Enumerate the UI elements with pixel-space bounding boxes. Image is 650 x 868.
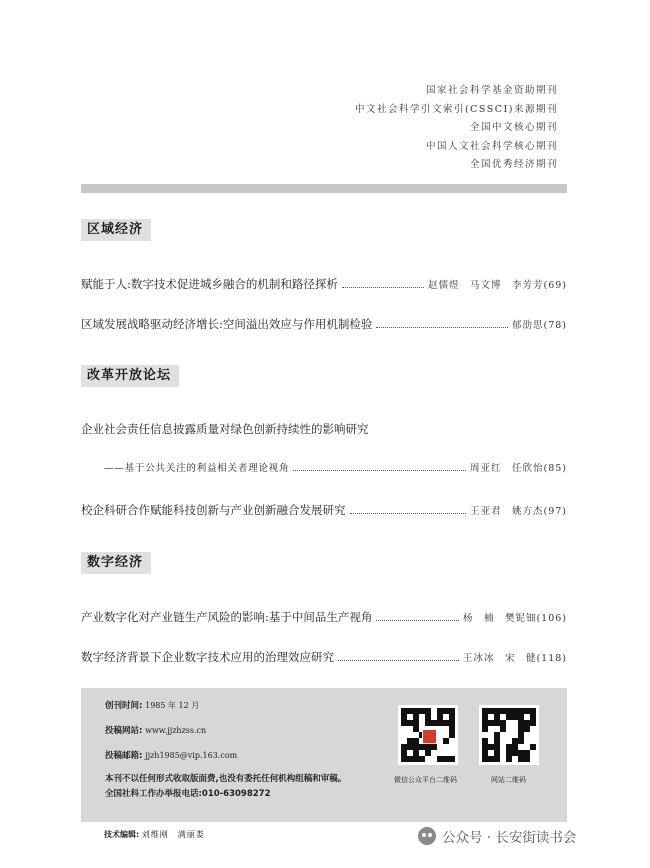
toc-leader-dots xyxy=(342,280,424,288)
toc-title: 赋能于人:数字技术促进城乡融合的机制和路径探析 xyxy=(81,277,338,291)
journal-tag: 中文社会科学引文索引(CSSCI)来源期刊 xyxy=(354,103,558,115)
watermark-text: 公众号 · 长安街读书会 xyxy=(442,830,577,846)
toc-leader-dots xyxy=(338,653,459,661)
toc-authors: 王亚君 姚方杰(97) xyxy=(469,506,567,517)
toc-title: 数字经济背景下企业数字技术应用的治理效应研究 xyxy=(81,650,334,664)
fee-notice: 本刊不以任何形式收取版面费,也没有委托任何机构组稿和审稿。 xyxy=(105,774,347,784)
toc-title: 校企科研合作赋能科技创新与产业创新融合发展研究 xyxy=(81,503,346,517)
toc-entry[interactable] xyxy=(81,649,567,667)
toc-title: 产业数字化对产业链生产风险的影响:基于中间品生产视角 xyxy=(81,610,373,624)
toc-entry[interactable] xyxy=(81,502,567,520)
journal-tag: 全国中文核心期刊 xyxy=(469,122,558,133)
site-line xyxy=(105,724,206,736)
section-heading-reform: 改革开放论坛 xyxy=(81,365,179,387)
qr2-label: 网站二维码 xyxy=(491,776,526,784)
journal-tag: 中国人文社会科学核心期刊 xyxy=(425,140,558,152)
qr-code-icon xyxy=(398,705,458,765)
qr-code-icon xyxy=(479,705,539,765)
toc-leader-dots xyxy=(376,613,459,621)
journal-tags xyxy=(355,82,558,175)
tech-editor-label: 技术编辑: xyxy=(104,830,140,839)
toc-leader-dots xyxy=(293,463,466,471)
toc-leader-dots xyxy=(376,320,508,328)
journal-tag: 国家社会科学基金资助期刊 xyxy=(425,85,558,96)
tech-editor-value: 刘维刚 满丽娄 xyxy=(141,830,205,839)
watermark xyxy=(418,826,576,846)
section-heading-regional: 区域经济 xyxy=(81,219,151,241)
founded-value: 1985 年 12 月 xyxy=(145,701,200,710)
report-phone: 全国社科工作办举报电话:010-63098272 xyxy=(105,789,271,799)
toc-authors: 周亚红 任欣怡(85) xyxy=(469,463,567,474)
top-divider-bar xyxy=(81,184,567,193)
founded-label: 创刊时间: xyxy=(105,701,143,711)
toc-entry[interactable] xyxy=(81,316,567,334)
toc-title: 区域发展战略驱动经济增长:空间溢出效应与作用机制检验 xyxy=(81,317,373,331)
toc-authors: 王冰冰 宋 健(118) xyxy=(462,653,567,664)
journal-info-box xyxy=(81,688,567,822)
journal-tag: 全国优秀经济期刊 xyxy=(469,159,558,170)
toc-entry[interactable] xyxy=(81,609,567,627)
toc-entry[interactable] xyxy=(81,276,567,294)
site-link[interactable]: www.jjzhzss.cn xyxy=(145,726,207,735)
founded-line xyxy=(105,699,199,711)
email-label: 投稿邮箱: xyxy=(105,751,143,761)
qr-logo-icon xyxy=(422,729,437,744)
toc-authors: 杨 楠 樊铌钿(106) xyxy=(462,613,567,624)
toc-entry[interactable] xyxy=(81,421,567,437)
toc-title: 企业社会责任信息披露质量对绿色创新持续性的影响研究 xyxy=(81,422,369,436)
site-label: 投稿网站: xyxy=(105,726,143,736)
toc-leader-dots xyxy=(350,506,466,514)
section-heading-digital: 数字经济 xyxy=(81,552,151,574)
toc-authors: 郁劭思(78) xyxy=(511,320,567,331)
toc-entry-subtitle[interactable] xyxy=(104,461,567,477)
email-link[interactable]: jjzh1985@vip.163.com xyxy=(145,751,238,760)
toc-subtitle: ——基于公共关注的利益相关者理论视角 xyxy=(104,463,290,474)
toc-authors: 赵儒煜 马文博 李芳芳(69) xyxy=(427,280,567,291)
wechat-icon xyxy=(418,827,436,845)
qr1-label: 微信公众平台二维码 xyxy=(394,776,457,784)
email-line xyxy=(105,749,237,761)
tech-editor-line xyxy=(104,829,205,840)
